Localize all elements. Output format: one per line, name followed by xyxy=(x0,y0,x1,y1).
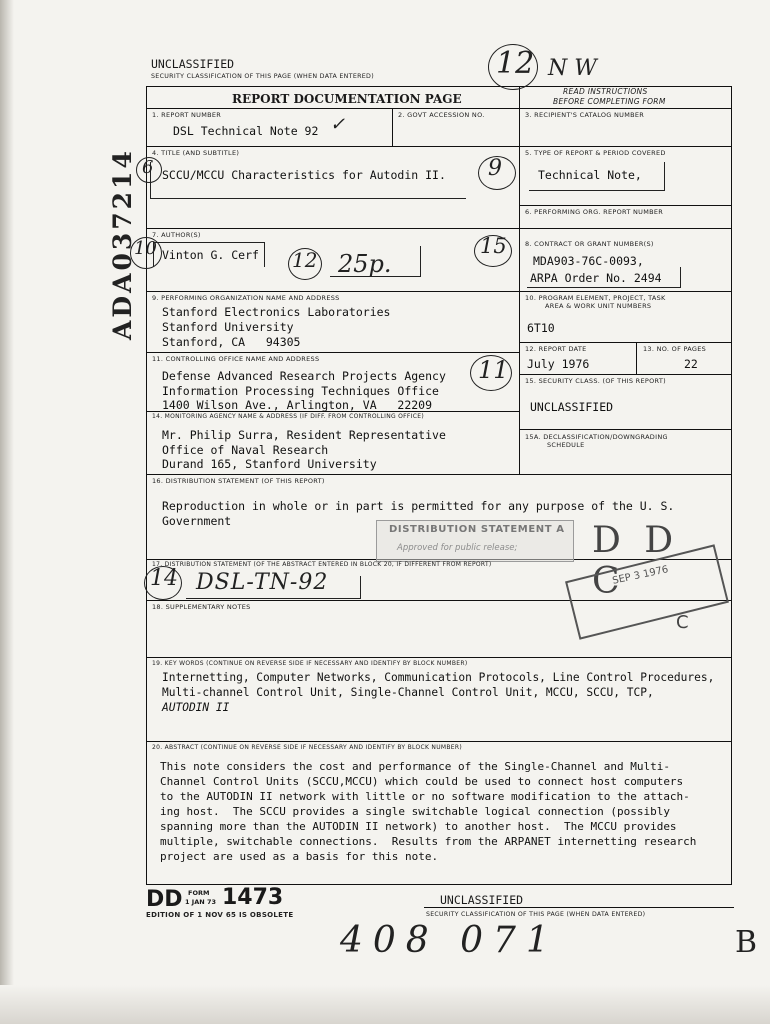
block-1-label: 1. REPORT NUMBER xyxy=(152,111,222,119)
author-value: Vinton G. Cerf xyxy=(162,248,259,262)
page-bottom-band xyxy=(0,985,770,1024)
abstract-line-4: ing host. The SCCU provides a single switchable logical connection (possibly xyxy=(160,805,670,818)
handwritten-12: 12 xyxy=(292,248,318,272)
abstract-line-5: spanning more than the AUTODIN II network) to another host. The MCCU provides xyxy=(160,820,677,833)
form-label: FORM xyxy=(188,889,210,897)
security-class-value: UNCLASSIFIED xyxy=(530,400,614,414)
security-classification-line: SECURITY CLASSIFICATION OF THIS PAGE (WHEN DATA ENTERED) xyxy=(151,73,374,80)
block-10-label-1: 10. PROGRAM ELEMENT, PROJECT, TASK xyxy=(525,294,666,302)
abstract-line-1: This note considers the cost and performance of the Single-Channel and Multi- xyxy=(160,760,670,773)
performing-org-line-1: Stanford Electronics Laboratories xyxy=(162,305,391,319)
block-18-label: 18. SUPPLEMENTARY NOTES xyxy=(152,603,251,611)
distribution-stamp xyxy=(376,520,574,562)
handwritten-9: 9 xyxy=(488,156,502,181)
controlling-office-line-1: Defense Advanced Research Projects Agency xyxy=(162,369,446,383)
form-number: 1473 xyxy=(222,885,284,910)
handwritten-11: 11 xyxy=(478,356,509,384)
footer-rule xyxy=(424,907,734,908)
form-date: 1 JAN 73 xyxy=(185,898,216,906)
form-title: REPORT DOCUMENTATION PAGE xyxy=(232,92,462,106)
classification-top: UNCLASSIFIED xyxy=(151,57,235,71)
block-4-label: 4. TITLE (AND SUBTITLE) xyxy=(152,149,240,157)
column-divider xyxy=(519,86,520,474)
ddc-stamp-date: SEP 3 1976 xyxy=(611,564,670,587)
distribution-stamp-line-1: DISTRIBUTION STATEMENT A xyxy=(389,524,565,535)
row-line xyxy=(519,205,732,206)
block-6-label: 6. PERFORMING ORG. REPORT NUMBER xyxy=(525,208,664,216)
edition-note: EDITION OF 1 NOV 65 IS OBSOLETE xyxy=(146,911,294,919)
handwritten-nw: N W xyxy=(548,56,597,81)
handwritten-14: 14 xyxy=(150,566,178,591)
block-3-label: 3. RECIPIENT'S CATALOG NUMBER xyxy=(525,111,645,119)
report-date-value: July 1976 xyxy=(527,357,590,371)
abstract-line-2: Channel Control Units (SCCU,MCCU) which could be used to connect host computers xyxy=(160,775,684,788)
abstract-line-6: multiple, switchable connections. Results from the ARPANET internetting research xyxy=(160,835,697,848)
pages-value: 22 xyxy=(684,357,698,371)
block-10-label-2: AREA & WORK UNIT NUMBERS xyxy=(545,302,652,310)
block-13-divider xyxy=(636,342,637,374)
controlling-office-line-2: Information Processing Techniques Office xyxy=(162,384,439,398)
monitoring-agency-line-2: Office of Naval Research xyxy=(162,443,329,457)
handwritten-6: 6 xyxy=(142,157,154,178)
monitoring-agency-line-3: Durand 165, Stanford University xyxy=(162,457,377,471)
distribution-stamp-line-2: Approved for public release; xyxy=(397,543,518,553)
instructions-line-1: READ INSTRUCTIONS xyxy=(563,87,648,96)
handwritten-12-top: 12 xyxy=(496,46,535,81)
dd-mark: DD xyxy=(146,887,183,912)
performing-org-line-3: Stanford, CA 94305 xyxy=(162,335,301,349)
ddc-stamp xyxy=(568,520,728,640)
abstract-line-7: project are used as a basis for this note. xyxy=(160,850,439,863)
page-edge-shadow xyxy=(0,0,14,1024)
block-2-label: 2. GOVT ACCESSION NO. xyxy=(398,111,485,119)
title-bracket xyxy=(150,162,466,199)
author-bracket xyxy=(153,242,265,267)
block-11-label: 11. CONTROLLING OFFICE NAME AND ADDRESS xyxy=(152,355,320,363)
block-15a-label-1: 15A. DECLASSIFICATION/DOWNGRADING xyxy=(525,433,668,441)
side-stamp-text: ADA037214 xyxy=(108,148,137,340)
contract-bracket xyxy=(527,267,681,288)
contract-value-2: ARPA Order No. 2494 xyxy=(530,271,662,285)
distribution-line-2: Government xyxy=(162,514,232,528)
block-19-label: 19. KEY WORDS (CONTINUE ON REVERSE SIDE IF NECESSARY AND IDENTIFY BY BLOCK NUMBER) xyxy=(152,660,468,667)
handwritten-bottom-number: 408 071 xyxy=(340,920,559,961)
row-line xyxy=(146,741,732,742)
checkmark: ✓ xyxy=(330,114,346,135)
classification-bottom: UNCLASSIFIED xyxy=(440,893,524,907)
report-type-value: Technical Note, xyxy=(538,168,642,182)
row-line xyxy=(146,146,732,147)
row-line xyxy=(519,429,732,430)
keywords-line-2: Multi-channel Control Unit, Single-Channel Control Unit, MCCU, SCCU, TCP, xyxy=(162,686,654,699)
program-element-value: 6T10 xyxy=(527,321,555,335)
handwritten-10: 10 xyxy=(134,238,157,259)
monitoring-agency-line-1: Mr. Philip Surra, Resident Representative xyxy=(162,428,446,442)
title-value: SCCU/MCCU Characteristics for Autodin II. xyxy=(162,168,446,182)
distribution-line-1: Reproduction in whole or in part is permitted for any purpose of the U. S. xyxy=(162,499,675,513)
instructions-line-2: BEFORE COMPLETING FORM xyxy=(553,97,666,106)
block-14-label: 14. MONITORING AGENCY NAME & ADDRESS (IF DIFF. FROM CONTROLLING OFFICE) xyxy=(152,413,424,420)
block-16-label: 16. DISTRIBUTION STATEMENT (OF THIS REPORT) xyxy=(152,477,325,485)
side-stamp-number xyxy=(108,100,142,340)
handwritten-pages: 25p. xyxy=(338,250,392,278)
block-9-label: 9. PERFORMING ORGANIZATION NAME AND ADDRESS xyxy=(152,294,340,302)
block-17-label: 17. DISTRIBUTION STATEMENT (OF THE ABSTRACT ENTERED IN BLOCK 20, IF DIFFERENT FROM REPORT) xyxy=(152,561,492,568)
row-line xyxy=(519,374,732,375)
handwritten-dsl: DSL-TN-92 xyxy=(196,570,329,595)
block-2-divider xyxy=(392,108,393,146)
row-line xyxy=(146,657,732,658)
block-12-label: 12. REPORT DATE xyxy=(525,345,587,353)
ddc-stamp-letter: C xyxy=(676,612,689,633)
block-13-label: 13. NO. OF PAGES xyxy=(643,345,707,353)
block-5-label: 5. TYPE OF REPORT & PERIOD COVERED xyxy=(525,149,666,157)
keywords-line-1: Internetting, Computer Networks, Communication Protocols, Line Control Procedures, xyxy=(162,671,715,684)
block-8-label: 8. CONTRACT OR GRANT NUMBER(S) xyxy=(525,240,654,248)
performing-org-line-2: Stanford University xyxy=(162,320,294,334)
row-line xyxy=(146,108,732,109)
block-7-label: 7. AUTHOR(S) xyxy=(152,231,201,239)
ddc-stamp-letters: D D C xyxy=(592,520,680,602)
block-15-label: 15. SECURITY CLASS. (OF THIS REPORT) xyxy=(525,377,666,385)
abstract-line-3: to the AUTODIN II network with little or no software modification to the attach- xyxy=(160,790,690,803)
row-line xyxy=(519,342,732,343)
handwritten-15: 15 xyxy=(480,234,507,258)
type-bracket xyxy=(529,162,665,191)
security-line-bottom: SECURITY CLASSIFICATION OF THIS PAGE (WHEN DATA ENTERED) xyxy=(426,911,646,918)
report-number-value: DSL Technical Note 92 xyxy=(173,124,319,138)
controlling-office-line-3: 1400 Wilson Ave., Arlington, VA 22209 xyxy=(162,398,433,412)
row-line xyxy=(146,291,732,292)
block-15a-label-2: SCHEDULE xyxy=(547,441,585,449)
row-line xyxy=(146,228,732,229)
contract-value-1: MDA903-76C-0093, xyxy=(533,254,644,268)
handwritten-corner: B xyxy=(735,925,758,960)
dsl-bracket xyxy=(186,576,361,599)
pages-bracket xyxy=(330,246,421,277)
block-20-label: 20. ABSTRACT (CONTINUE ON REVERSE SIDE IF NECESSARY AND IDENTIFY BY BLOCK NUMBER) xyxy=(152,744,462,751)
keywords-line-3: AUTODIN II xyxy=(162,701,230,714)
row-line xyxy=(146,352,519,353)
row-line xyxy=(146,474,732,475)
